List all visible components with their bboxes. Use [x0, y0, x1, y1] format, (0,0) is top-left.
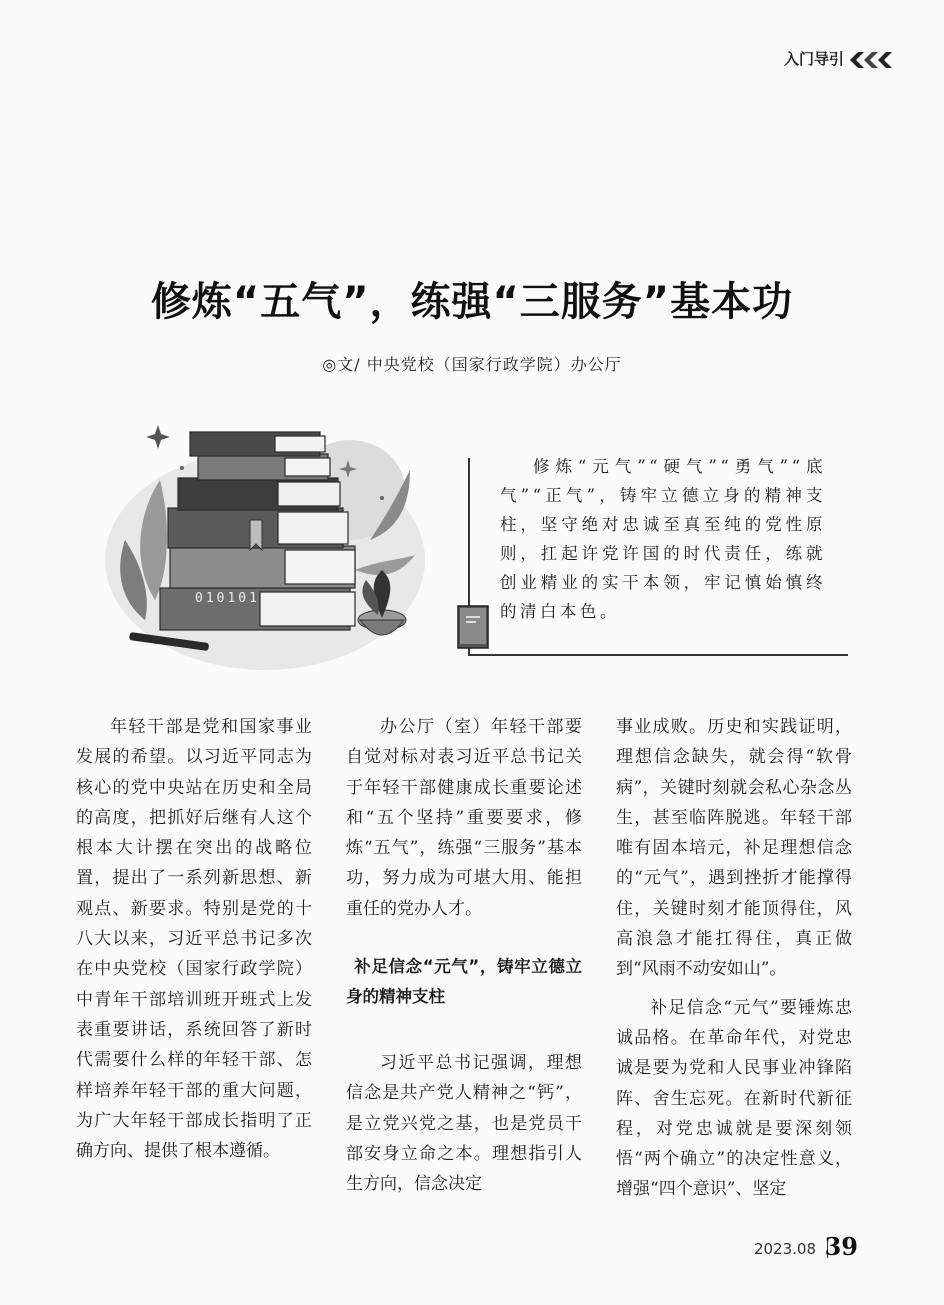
paragraph: 事业成败。历史和实践证明，理想信念缺失，就会得“软骨病”，关键时刻就会私心杂念丛生，甚至临阵脱逃。年轻干部唯有固本培元，补足理想信念的“元气”，遇到挫折才能撑得住，关键时刻才能顶得住，风高浪急才能扛得住，真正做到“风雨不动安如山”。 [616, 717, 852, 980]
book-spine-text: 010101 [195, 591, 260, 606]
issue-date: 2023.08 [753, 1240, 816, 1258]
paragraph: 年轻干部是党和国家事业发展的希望。以习近平同志为核心的党中央站在历史和全局的高度，把抓好后继有人这个根本大计摆在突出的战略位置，提出了一系列新思想、新观点、新要求。特别是党的十八大以来，习近平总书记多次在中央党校（国家行政学院）中青年干部培训班开班式上发表重要讲话，系统回答了新时代需要什么样的年轻干部、怎样培养年轻干部的重大问题，为广大年轻干部成长指明了正确方向、提供了根本遵循。 [76, 717, 312, 1162]
paragraph: 办公厅（室）年轻干部要自觉对标对表习近平总书记关于年轻干部健康成长重要论述和“五个坚持”重要要求，修炼“五气”，练强“三服务”基本功，努力成为可堪大用、能担重任的党办人才。 [346, 717, 582, 919]
paragraph: 补足信念“元气”要锤炼忠诚品格。在革命年代，对党忠诚是要为党和人民事业冲锋陷阵、舍生忘死。在新时代新征程，对党忠诚就是要深刻领悟“两个确立”的决定性意义，增强“四个意识”、坚定 [616, 997, 852, 1200]
frame-horizontal-line [468, 654, 848, 656]
body-column-2 [346, 712, 582, 1200]
book-icon [456, 604, 492, 652]
paragraph: 习近平总书记强调，理想信念是共产党人精神之“钙”，是立党兴党之基，也是党员干部安身立命之本。理想指引人生方向，信念决定 [346, 1053, 582, 1195]
page-number: 39 [824, 1232, 858, 1261]
chevron-arrows-icon [846, 50, 906, 70]
body-column-1 [76, 712, 312, 1166]
pull-quote: 修炼“元气”“硬气”“勇气”“底气”“正气”，铸牢立德立身的精神支柱，坚守绝对忠诚至真至纯的党性原则，扛起许党许国的时代责任，练就创业精业的实干本领，牢记慎始慎终的清白本色。 [500, 457, 826, 621]
section-label: 入门导引 [783, 50, 844, 68]
article-title: 修炼“五气”，练强“三服务”基本功 [150, 279, 794, 325]
byline: ◎文/ 中央党校（国家行政学院）办公厅 [322, 355, 622, 374]
stacked-books-illustration [100, 420, 430, 675]
section-subheading: 补足信念“元气”，铸牢立德立身的精神支柱 [346, 957, 582, 1007]
body-column-3 [616, 712, 852, 1205]
